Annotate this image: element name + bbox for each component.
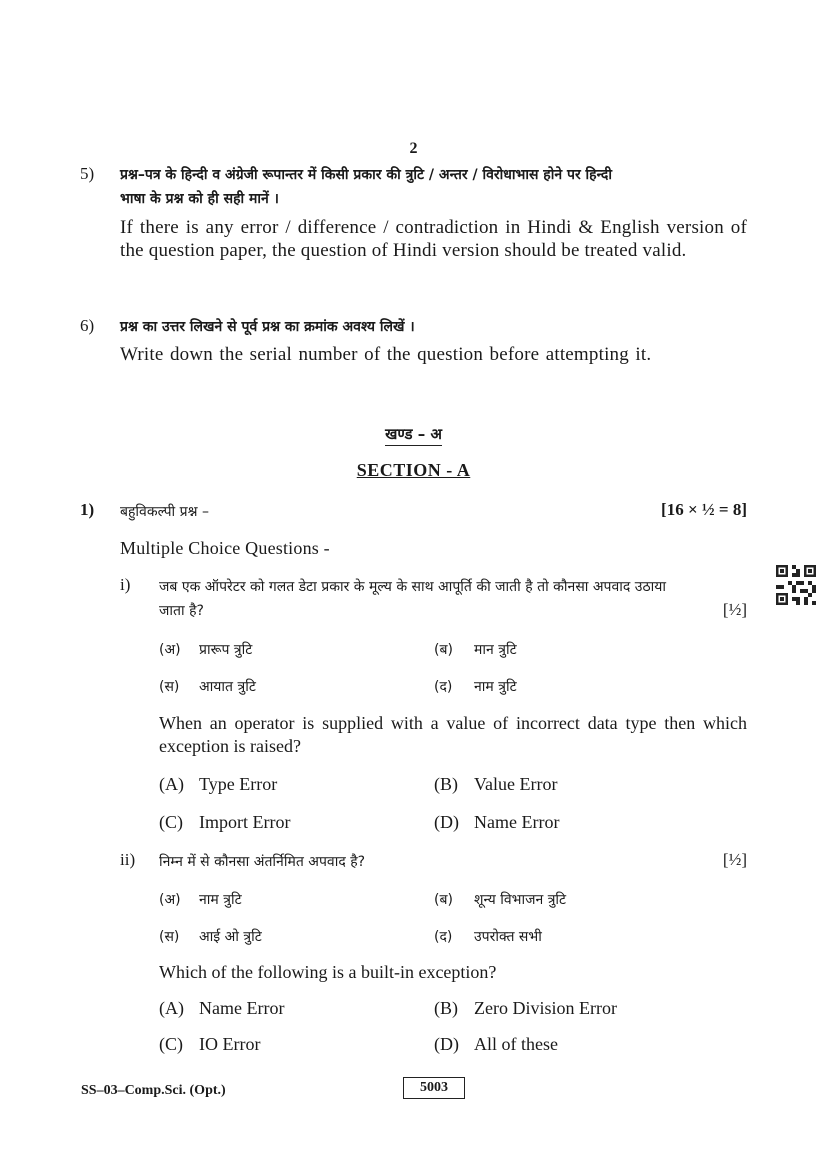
section-heading-english: SECTION - A [356,460,471,480]
subquestion-ii-english-option-d: (D) All of these [434,1034,558,1054]
instruction-6-hindi: प्रश्न का उत्तर लिखने से पूर्व प्रश्न का क्रमांक अवश्य लिखें । [120,319,415,335]
subquestion-i-english: When an operator is supplied with a value of incorrect data type then which exception is raised? [159,713,747,756]
subquestion-ii-hindi-option-a: (अ) नाम त्रुटि [159,892,242,908]
instruction-5-hindi-line2: भाषा के प्रश्न को ही सही मानें । [120,191,279,207]
instruction-5-number: 5) [80,164,95,183]
footer-paper-code: 5003 [403,1077,465,1099]
subquestion-i-number: i) [120,575,131,594]
subquestion-i-hindi-option-a: (अ) प्रारूप त्रुटि [159,642,253,658]
footer-subject-code: SS–03–Comp.Sci. (Opt.) [81,1083,226,1098]
question-1-english-title: Multiple Choice Questions - [120,538,330,558]
subquestion-i-hindi-option-b: (ब) मान त्रुटि [434,642,517,658]
subquestion-i-hindi-line1: जब एक ऑपरेटर को गलत डेटा प्रकार के मूल्य के साथ आपूर्ति की जाती है तो कौनसा अपवाद उठाया [159,579,666,595]
instruction-5-hindi-line1: प्रश्न–पत्र के हिन्दी व अंग्रेजी रूपान्तर में किसी प्रकार की त्रुटि / अन्तर / विरोधाभास होने पर हिन्दी [120,167,612,183]
subquestion-ii-hindi: निम्न में से कौनसा अंतर्निमित अपवाद है? [159,854,366,870]
subquestion-i-english-option-c: (C) Import Error [159,812,291,832]
section-heading-hindi: खण्ड – अ [0,424,827,444]
question-1-marks: [16 × ½ = 8] [661,500,747,519]
subquestion-ii-english-option-a: (A) Name Error [159,998,285,1018]
subquestion-i-hindi-line2: जाता है? [159,603,204,619]
subquestion-i-english-option-b: (B) Value Error [434,774,558,794]
subquestion-ii-hindi-option-c: (स) आई ओ त्रुटि [159,929,262,945]
question-1-hindi-title: बहुविकल्पी प्रश्न – [120,504,209,520]
subquestion-i-english-option-a: (A) Type Error [159,774,278,794]
subquestion-i-english-option-d: (D) Name Error [434,812,560,832]
subquestion-ii-marks: [½] [722,850,747,869]
qr-code-image [776,565,816,605]
subquestion-i-hindi-option-d: (द) नाम त्रुटि [434,679,517,695]
subquestion-i-marks: [½] [722,600,747,619]
subquestion-i-hindi-option-c: (स) आयात त्रुटि [159,679,256,695]
instruction-6-number: 6) [80,316,95,335]
subquestion-ii-number: ii) [120,850,136,869]
subquestion-ii-english-option-b: (B) Zero Division Error [434,998,617,1018]
subquestion-ii-english-option-c: (C) IO Error [159,1034,261,1054]
question-1-number: 1) [80,500,95,519]
subquestion-ii-hindi-option-b: (ब) शून्य विभाजन त्रुटि [434,892,567,908]
subquestion-ii-hindi-option-d: (द) उपरोक्त सभी [434,929,542,945]
page-number: 2 [409,140,418,157]
instruction-5-english: If there is any error / difference / contradiction in Hindi & English version of the question paper, the question of Hindi version should be treated valid. [120,217,747,261]
instruction-6-english: Write down the serial number of the question before attempting it. [120,344,652,365]
subquestion-ii-english: Which of the following is a built-in exception? [159,962,497,982]
